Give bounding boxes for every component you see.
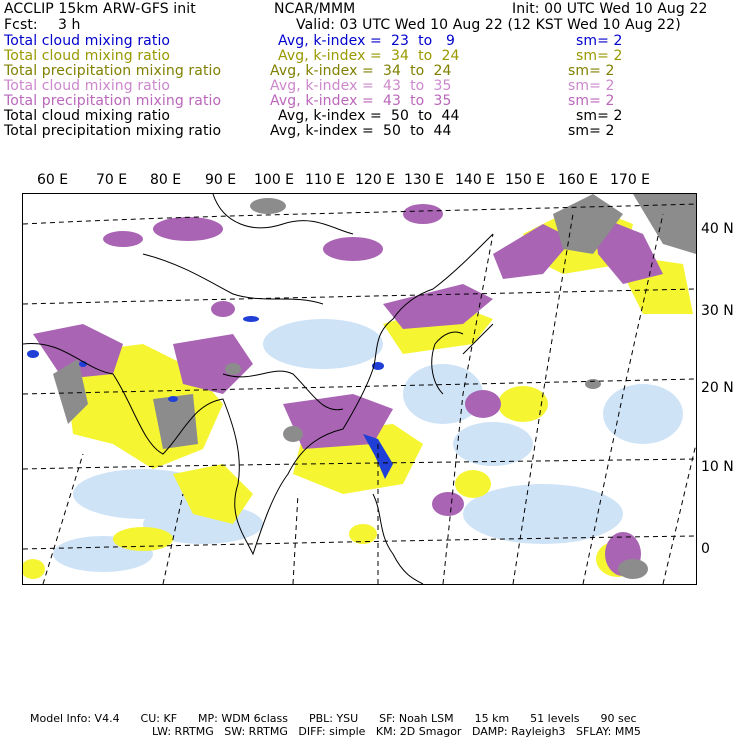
longitude-label: 90 E [205, 172, 237, 188]
field-smoothing: sm= 2 [568, 93, 615, 109]
field-smoothing: sm= 2 [576, 108, 623, 124]
field-name: Total cloud mixing ratio [4, 48, 171, 64]
longitude-label: 120 E [355, 172, 396, 188]
field-name: Total precipitation mixing ratio [4, 93, 222, 109]
field-k-index: Avg, k-index = 50 to 44 [270, 123, 452, 139]
field-name: Total cloud mixing ratio [4, 33, 171, 49]
latitude-label: 0 [701, 541, 710, 557]
latitude-label: 30 N [701, 303, 734, 319]
longitude-label: 130 E [404, 172, 445, 188]
field-name: Total precipitation mixing ratio [4, 123, 222, 139]
field-smoothing: sm= 2 [576, 33, 623, 49]
field-name: Total precipitation mixing ratio [4, 63, 222, 79]
latitude-label: 40 N [701, 221, 734, 237]
longitude-label: 70 E [96, 172, 128, 188]
field-smoothing: sm= 2 [568, 63, 615, 79]
field-smoothing: sm= 2 [568, 78, 615, 94]
longitude-label: 160 E [558, 172, 599, 188]
field-name: Total cloud mixing ratio [4, 78, 171, 94]
longitude-label: 60 E [37, 172, 69, 188]
map-panel [22, 193, 697, 585]
valid-time: Valid: 03 UTC Wed 10 Aug 22 (12 KST Wed 10 Aug 22) [296, 17, 681, 33]
latitude-label: 10 N [701, 459, 734, 475]
field-smoothing: sm= 2 [568, 123, 615, 139]
weather-map [23, 194, 696, 584]
field-k-index: Avg, k-index = 34 to 24 [270, 63, 452, 79]
field-smoothing: sm= 2 [576, 48, 623, 64]
longitude-label: 100 E [254, 172, 295, 188]
organization-label: NCAR/MMM [274, 1, 356, 17]
field-k-index: Avg, k-index = 43 to 35 [270, 78, 452, 94]
longitude-label: 110 E [305, 172, 346, 188]
product-title: ACCLIP 15km ARW-GFS init [4, 1, 196, 17]
longitude-label: 170 E [610, 172, 651, 188]
field-k-index: Avg, k-index = 23 to 9 [278, 33, 455, 49]
forecast-hour: 3 h [58, 17, 81, 33]
footer-line-2: LW: RRTMG SW: RRTMG DIFF: simple KM: 2D Smagor DAMP: Rayleigh3 SFLAY: MM5 [152, 725, 641, 738]
forecast-label: Fcst: [4, 17, 38, 33]
longitude-label: 80 E [150, 172, 182, 188]
field-k-index: Avg, k-index = 50 to 44 [278, 108, 460, 124]
field-k-index: Avg, k-index = 43 to 35 [270, 93, 452, 109]
footer-line-1: Model Info: V4.4 CU: KF MP: WDM 6class PBL: YSU SF: Noah LSM 15 km 51 levels 90 sec [30, 712, 637, 725]
field-k-index: Avg, k-index = 34 to 24 [278, 48, 460, 64]
longitude-label: 150 E [505, 172, 546, 188]
latitude-label: 20 N [701, 380, 734, 396]
field-name: Total cloud mixing ratio [4, 108, 171, 124]
longitude-label: 140 E [455, 172, 496, 188]
init-time: Init: 00 UTC Wed 10 Aug 22 [512, 1, 708, 17]
